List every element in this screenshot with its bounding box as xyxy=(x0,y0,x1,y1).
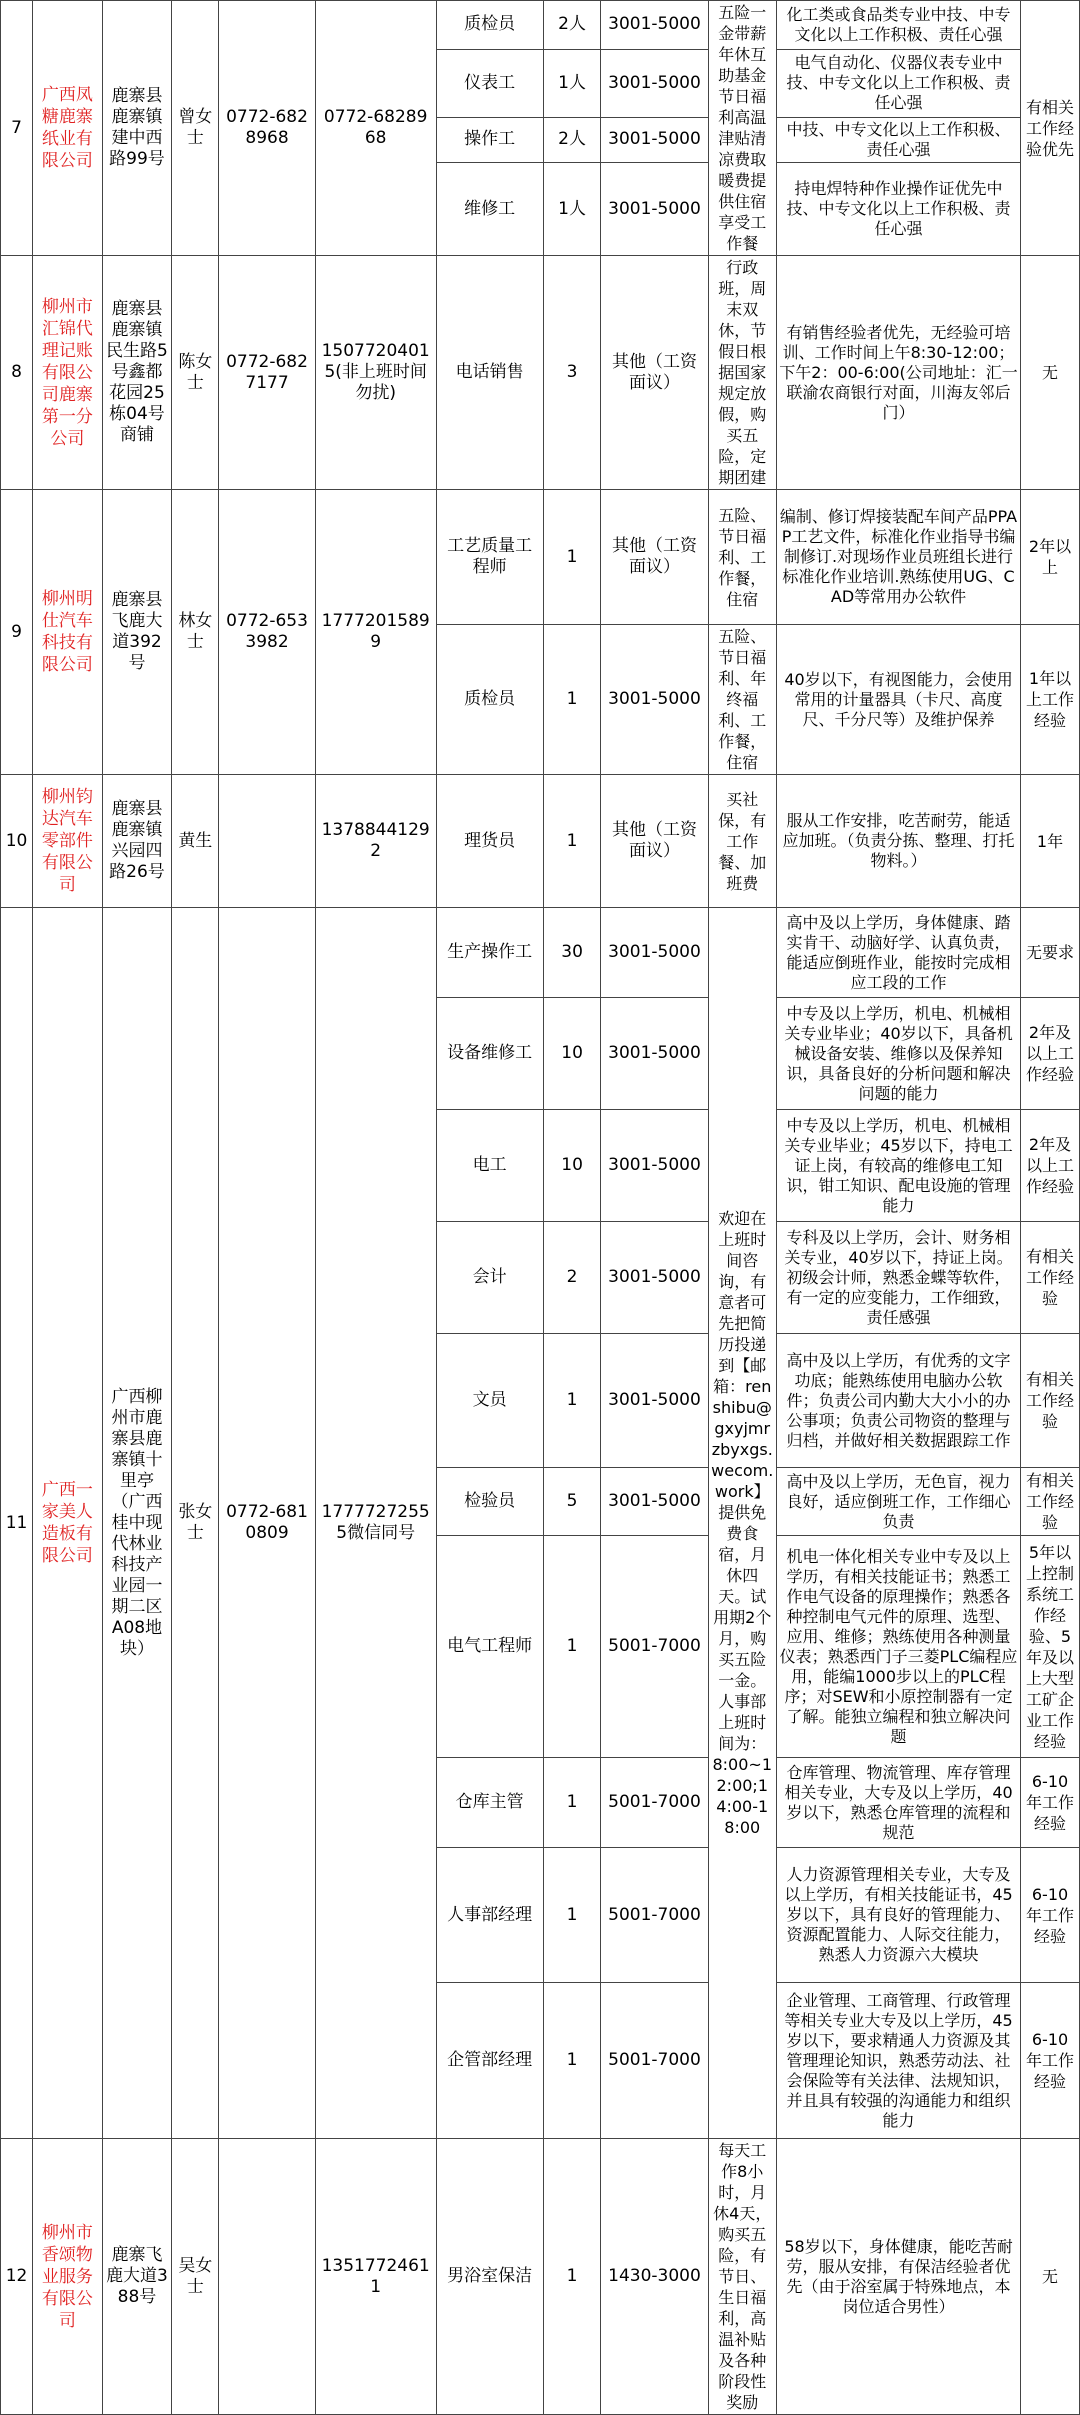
job-title: 会计 xyxy=(436,1222,543,1334)
job-salary: 3001-5000 xyxy=(601,1,708,50)
job-salary: 3001-5000 xyxy=(601,163,708,256)
company-address: 鹿寨县飞鹿大道392号 xyxy=(102,490,172,775)
company-name: 柳州市汇锦代理记账有限公司鹿寨第一分公司 xyxy=(33,256,103,490)
job-requirements: 人力资源管理相关专业，大专及以上学历，有相关技能证书，45岁以下，具有良好的管理能力、资源配置能力、人际交往能力，熟悉人力资源六大模块 xyxy=(777,1848,1021,1983)
job-count: 1 xyxy=(543,1536,601,1758)
job-requirements: 编制、修订焊接装配车间产品PPAP工艺文件，标准化作业指导书编制修订.对现场作业员班组长进行标准化作业培训.熟练使用UG、CAD等常用办公软件 xyxy=(777,490,1021,625)
job-benefits: 五险、节日福利、年终福利、工作餐，住宿 xyxy=(708,625,777,775)
job-experience: 无要求 xyxy=(1021,908,1080,998)
job-count: 5 xyxy=(543,1468,601,1536)
job-title: 电气工程师 xyxy=(436,1536,543,1758)
job-count: 2人 xyxy=(543,1,601,50)
job-count: 1 xyxy=(543,1758,601,1848)
job-title: 检验员 xyxy=(436,1468,543,1536)
job-requirements: 专科及以上学历，会计、财务相关专业，40岁以下，持证上岗。初级会计师，熟悉金蝶等软件，有一定的应变能力，工作细致，责任感强 xyxy=(777,1222,1021,1334)
job-salary: 3001-5000 xyxy=(601,117,708,162)
job-requirements: 高中及以上学历，无色盲，视力良好，适应倒班工作，工作细心负责 xyxy=(777,1468,1021,1536)
contact-person: 黄生 xyxy=(172,775,219,908)
phone: 0772-6828968 xyxy=(219,1,315,256)
job-title: 质检员 xyxy=(436,625,543,775)
row-number: 7 xyxy=(1,1,33,256)
job-requirements: 企业管理、工商管理、行政管理等相关专业大专及以上学历，45岁以下，要求精通人力资源及其管理理论知识，熟悉劳动法、社会保险等有关法律、法规知识，并且具有较强的沟通能力和组织能力 xyxy=(777,1983,1021,2139)
job-title: 企管部经理 xyxy=(436,1983,543,2139)
job-salary: 3001-5000 xyxy=(601,625,708,775)
job-title: 电工 xyxy=(436,1110,543,1222)
job-count: 1人 xyxy=(543,163,601,256)
job-count: 2 xyxy=(543,1222,601,1334)
job-salary: 1430-3000 xyxy=(601,2139,708,2415)
job-title: 男浴室保洁 xyxy=(436,2139,543,2415)
mobile: 15077204015(非上班时间勿扰) xyxy=(315,256,436,490)
job-count: 1 xyxy=(543,775,601,908)
job-requirements: 机电一体化相关专业中专及以上学历，有相关技能证书；熟悉工作电气设备的原理操作；熟悉各种控制电气元件的原理、选型、应用、维修；熟练使用各种测量仪表；熟悉西门子三菱PLC编程应用，能编1000步以上的PLC程序；对SEW和小原控制器有一定了解。能独立编程和独立解决问题 xyxy=(777,1536,1021,1758)
row-number: 11 xyxy=(1,908,33,2139)
phone: 0772-6810809 xyxy=(219,908,315,2139)
table-row xyxy=(1,775,1080,908)
job-requirements: 有销售经验者优先，无经验可培训、工作时间上午8:30-12:00；下午2：00-6:00(公司地址：汇一联渝农商银行对面，川海友邻后门） xyxy=(777,256,1021,490)
job-count: 2人 xyxy=(543,117,601,162)
job-experience: 无 xyxy=(1021,2139,1080,2415)
job-salary: 3001-5000 xyxy=(601,1468,708,1536)
job-title: 仓库主管 xyxy=(436,1758,543,1848)
company-name: 柳州市香颂物业服务有限公司 xyxy=(33,2139,103,2415)
company-address: 鹿寨飞鹿大道388号 xyxy=(102,2139,172,2415)
job-salary: 3001-5000 xyxy=(601,1222,708,1334)
company-name: 广西一家美人造板有限公司 xyxy=(33,908,103,2139)
company-name: 广西凤糖鹿寨纸业有限公司 xyxy=(33,1,103,256)
job-requirements: 仓库管理、物流管理、库存管理相关专业，大专及以上学历，40岁以下，熟悉仓库管理的流程和规范 xyxy=(777,1758,1021,1848)
job-requirements: 中技、中专文化以上工作积极、责任心强 xyxy=(777,117,1021,162)
mobile: 17777272555微信同号 xyxy=(315,908,436,2139)
job-title: 维修工 xyxy=(436,163,543,256)
phone: 0772-6827177 xyxy=(219,256,315,490)
row-number: 12 xyxy=(1,2139,33,2415)
contact-person: 张女士 xyxy=(172,908,219,2139)
job-count: 10 xyxy=(543,1110,601,1222)
job-title: 操作工 xyxy=(436,117,543,162)
job-requirements: 中专及以上学历，机电、机械相关专业毕业；40岁以下，具备机械设备安装、维修以及保养知识，具备良好的分析问题和解决问题的能力 xyxy=(777,998,1021,1110)
row-number: 9 xyxy=(1,490,33,775)
job-requirements: 持电焊特种作业操作证优先中技、中专文化以上工作积极、责任心强 xyxy=(777,163,1021,256)
job-experience: 2年以上 xyxy=(1021,490,1080,625)
job-salary: 5001-7000 xyxy=(601,1536,708,1758)
job-requirements: 中专及以上学历，机电、机械相关专业毕业；45岁以下，持电工证上岗，有较高的维修电工知识，钳工知识、配电设施的管理能力 xyxy=(777,1110,1021,1222)
job-salary: 5001-7000 xyxy=(601,1758,708,1848)
job-count: 10 xyxy=(543,998,601,1110)
job-experience: 2年及以上工作经验 xyxy=(1021,1110,1080,1222)
company-name: 柳州钧达汽车零部件有限公司 xyxy=(33,775,103,908)
job-title: 电话销售 xyxy=(436,256,543,490)
job-experience: 2年及以上工作经验 xyxy=(1021,998,1080,1110)
company-address: 鹿寨县鹿寨镇民生路5号鑫都花园25栋04号商铺 xyxy=(102,256,172,490)
job-experience: 6-10年工作经验 xyxy=(1021,1983,1080,2139)
mobile: 0772-6828968 xyxy=(315,1,436,256)
company-address: 广西柳州市鹿寨县鹿寨镇十里亭（广西桂中现代林业科技产业园一期二区A08地块） xyxy=(102,908,172,2139)
job-count: 1 xyxy=(543,2139,601,2415)
job-count: 1 xyxy=(543,625,601,775)
table-row xyxy=(1,2139,1080,2415)
contact-person: 陈女士 xyxy=(172,256,219,490)
phone xyxy=(219,2139,315,2415)
job-salary: 3001-5000 xyxy=(601,908,708,998)
job-salary: 3001-5000 xyxy=(601,1110,708,1222)
job-experience: 有相关工作经验 xyxy=(1021,1468,1080,1536)
job-requirements: 化工类或食品类专业中技、中专文化以上工作积极、责任心强 xyxy=(777,1,1021,50)
job-experience: 6-10年工作经验 xyxy=(1021,1848,1080,1983)
table-row xyxy=(1,908,1080,998)
job-benefits: 买社保，有工作餐、加班费 xyxy=(708,775,777,908)
job-benefits: 欢迎在上班时间咨询，有意者可先把简历投递到【邮箱：renshibu@gxyjmrzbyxgs.wecom.work】提供免费食宿，月休四天。试用期2个月，购买五险一金。人事部上班时间为：8:00~12:00;14:00-18:00 xyxy=(708,908,777,2139)
job-experience: 1年 xyxy=(1021,775,1080,908)
job-count: 3 xyxy=(543,256,601,490)
contact-person: 吴女士 xyxy=(172,2139,219,2415)
company-address: 鹿寨县鹿寨镇建中西路99号 xyxy=(102,1,172,256)
job-requirements: 40岁以下，有视图能力，会使用常用的计量器具（卡尺、高度尺、千分尺等）及维护保养 xyxy=(777,625,1021,775)
job-benefits: 行政班，周末双休，节假日根据国家规定放假，购买五险，定期团建 xyxy=(708,256,777,490)
contact-person: 林女士 xyxy=(172,490,219,775)
mobile: 13517724611 xyxy=(315,2139,436,2415)
job-salary: 其他（工资面议） xyxy=(601,490,708,625)
job-title: 理货员 xyxy=(436,775,543,908)
job-experience: 无 xyxy=(1021,256,1080,490)
job-experience: 5年以上控制系统工作经验、5年及以上大型工矿企业工作经验 xyxy=(1021,1536,1080,1758)
job-title: 人事部经理 xyxy=(436,1848,543,1983)
job-title: 生产操作工 xyxy=(436,908,543,998)
job-experience: 1年以上工作经验 xyxy=(1021,625,1080,775)
job-count: 1 xyxy=(543,1334,601,1468)
phone xyxy=(219,775,315,908)
job-requirements: 服从工作安排，吃苦耐劳，能适应加班。（负责分拣、整理、打托物料。） xyxy=(777,775,1021,908)
mobile: 13788441292 xyxy=(315,775,436,908)
job-title: 仪表工 xyxy=(436,49,543,117)
table-row xyxy=(1,256,1080,490)
job-salary: 5001-7000 xyxy=(601,1983,708,2139)
job-count: 1人 xyxy=(543,49,601,117)
job-experience: 有相关工作经验 xyxy=(1021,1334,1080,1468)
job-experience: 有相关工作经验 xyxy=(1021,1222,1080,1334)
job-requirements: 高中及以上学历，有优秀的文字功底；能熟练使用电脑办公软件；负责公司内勤大大小小的办公事项；负责公司物资的整理与归档，并做好相关数据跟踪工作 xyxy=(777,1334,1021,1468)
job-requirements: 58岁以下，身体健康，能吃苦耐劳，服从安排，有保洁经验者优先（由于浴室属于特殊地点，本岗位适合男性） xyxy=(777,2139,1021,2415)
table-row xyxy=(1,490,1080,625)
job-benefits: 每天工作8小时，月休4天，购买五险，有节日、生日福利，高温补贴及各种阶段性奖励 xyxy=(708,2139,777,2415)
job-salary: 其他（工资面议） xyxy=(601,256,708,490)
job-benefits: 五险一金带薪年休互助基金节日福利高温津贴清凉费取暖费提供住宿享受工作餐 xyxy=(708,1,777,256)
job-title: 质检员 xyxy=(436,1,543,50)
job-experience: 6-10年工作经验 xyxy=(1021,1758,1080,1848)
contact-person: 曾女士 xyxy=(172,1,219,256)
job-requirements: 高中及以上学历，身体健康、踏实肯干、动脑好学、认真负责，能适应倒班作业，能按时完成相应工段的工作 xyxy=(777,908,1021,998)
job-count: 1 xyxy=(543,1848,601,1983)
company-address: 鹿寨县鹿寨镇兴园四路26号 xyxy=(102,775,172,908)
job-count: 1 xyxy=(543,1983,601,2139)
job-count: 1 xyxy=(543,490,601,625)
job-salary: 5001-7000 xyxy=(601,1848,708,1983)
job-requirements: 电气自动化、仪器仪表专业中技、中专文化以上工作积极、责任心强 xyxy=(777,49,1021,117)
job-salary: 其他（工资面议） xyxy=(601,775,708,908)
row-number: 10 xyxy=(1,775,33,908)
job-experience: 有相关工作经验优先 xyxy=(1021,1,1080,256)
job-salary: 3001-5000 xyxy=(601,1334,708,1468)
job-count: 30 xyxy=(543,908,601,998)
job-salary: 3001-5000 xyxy=(601,998,708,1110)
job-title: 文员 xyxy=(436,1334,543,1468)
table-row xyxy=(1,1,1080,50)
phone: 0772-6533982 xyxy=(219,490,315,775)
job-title: 设备维修工 xyxy=(436,998,543,1110)
job-salary: 3001-5000 xyxy=(601,49,708,117)
company-name: 柳州明仕汽车科技有限公司 xyxy=(33,490,103,775)
job-title: 工艺质量工程师 xyxy=(436,490,543,625)
job-benefits: 五险、节日福利、工作餐，住宿 xyxy=(708,490,777,625)
mobile: 17772015899 xyxy=(315,490,436,775)
row-number: 8 xyxy=(1,256,33,490)
